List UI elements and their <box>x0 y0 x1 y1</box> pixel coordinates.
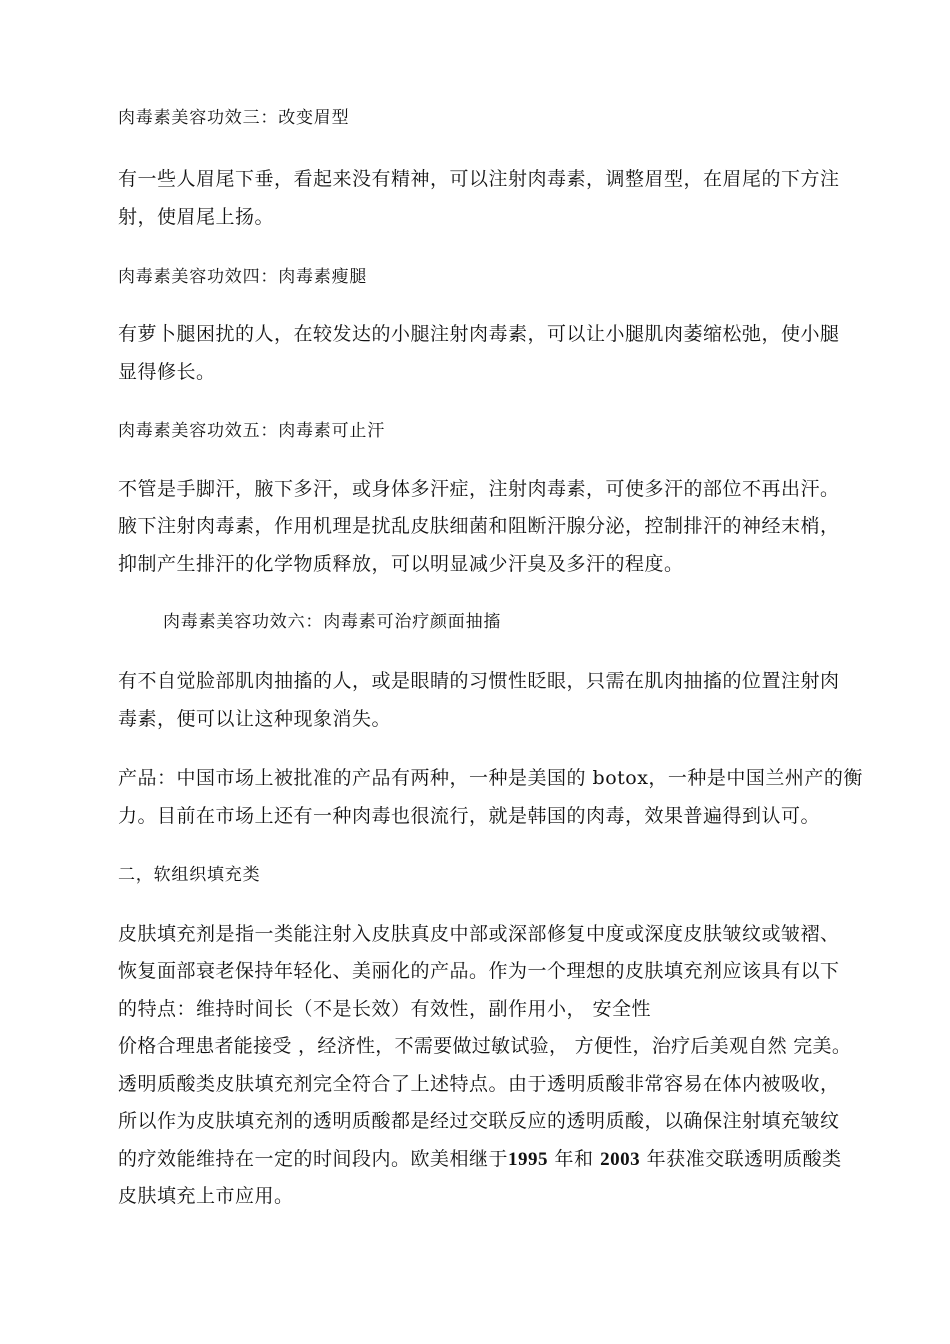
paragraph-line: 的特点：维持时间长（不是长效）有效性，副作用小， 安全性 <box>118 998 652 1020</box>
year-1995: 1995 <box>508 1149 549 1170</box>
paragraph-line: 射，使眉尾上扬。 <box>118 206 275 228</box>
paragraph-line <box>118 1147 842 1172</box>
paragraph-line: 抑制产生排汗的化学物质释放，可以明显减少汗臭及多汗的程度。 <box>118 553 684 575</box>
paragraph-line: 有一些人眉尾下垂，看起来没有精神，可以注射肉毒素，调整眉型，在眉尾的下方注 <box>118 168 840 190</box>
paragraph-line: 透明质酸类皮肤填充剂完全符合了上述特点。由于透明质酸非常容易在体内被吸收， <box>118 1073 840 1095</box>
paragraph-line: 显得修长。 <box>118 361 216 383</box>
text-segment: 的疗效能维持在一定的时间段内。欧美相继于 <box>118 1148 509 1170</box>
paragraph-line: 毒素，便可以让这种现象消失。 <box>118 708 392 730</box>
year-2003: 2003 <box>600 1149 641 1170</box>
text-segment: 年和 <box>548 1148 601 1170</box>
heading-effect-three: 肉毒素美容功效三：改变眉型 <box>118 108 350 128</box>
paragraph-line: 皮肤填充剂是指一类能注射入皮肤真皮中部或深部修复中度或深度皮肤皱纹或皱褶、 <box>118 923 840 945</box>
heading-effect-four: 肉毒素美容功效四：肉毒素瘦腿 <box>118 267 368 287</box>
paragraph-line: 腋下注射肉毒素，作用机理是扰乱皮肤细菌和阻断汗腺分泌，控制排汗的神经末梢， <box>118 515 840 537</box>
paragraph-line: 皮肤填充上市应用。 <box>118 1185 294 1207</box>
paragraph-line: 有萝卜腿困扰的人，在较发达的小腿注射肉毒素，可以让小腿肌肉萎缩松弛，使小腿 <box>118 323 840 345</box>
section-heading-soft-tissue: 二，软组织填充类 <box>118 865 261 885</box>
heading-effect-five: 肉毒素美容功效五：肉毒素可止汗 <box>118 421 385 441</box>
paragraph-line: 价格合理患者能接受 ，经济性，不需要做过敏试验， 方便性，治疗后美观自然 完美。 <box>118 1035 852 1057</box>
paragraph-line: 产品：中国市场上被批准的产品有两种，一种是美国的 botox，一种是中国兰州产的衡 <box>118 767 863 789</box>
paragraph-line: 所以作为皮肤填充剂的透明质酸都是经过交联反应的透明质酸，以确保注射填充皱纹 <box>118 1110 840 1132</box>
heading-effect-six: 肉毒素美容功效六：肉毒素可治疗颜面抽搐 <box>163 612 502 632</box>
text-segment: 年获准交联透明质酸类 <box>640 1148 842 1170</box>
paragraph-line: 恢复面部衰老保持年轻化、美丽化的产品。作为一个理想的皮肤填充剂应该具有以下 <box>118 960 840 982</box>
paragraph-line: 有不自觉脸部肌肉抽搐的人，或是眼睛的习惯性眨眼，只需在肌肉抽搐的位置注射肉 <box>118 670 840 692</box>
paragraph-line: 力。目前在市场上还有一种肉毒也很流行，就是韩国的肉毒，效果普遍得到认可。 <box>118 805 821 827</box>
paragraph-line: 不管是手脚汗，腋下多汗，或身体多汗症，注射肉毒素，可使多汗的部位不再出汗。 <box>118 478 840 500</box>
